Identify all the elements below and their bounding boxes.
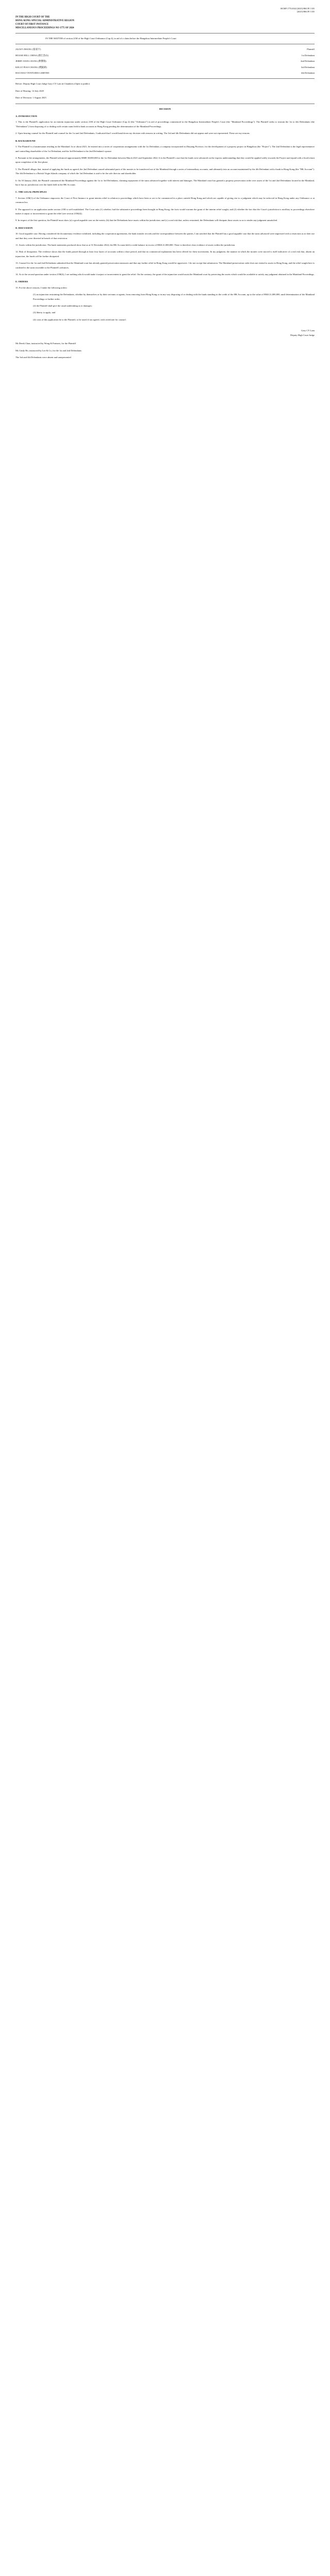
representation-line: Mr Derek Chan, instructed by Wong & Partners, for the Plaintiff	[15, 342, 76, 345]
party-name: JACKY ZHANG (張家宇)	[15, 48, 41, 51]
case-reference: HCMP 1775/2024 [2025] HKCFI 1335 [2025] HKCFI 1335	[280, 7, 315, 13]
representation-line: Ms Cindy Ho, instructed by Lee & Co, for the 1st and 2nd Defendants	[15, 349, 81, 352]
paragraph: (1) an injunction restraining the Defendants, whether by themselves or by their servants or agents, from removing from Hong Kong or in any way disposing of or dealing with the funds standing to the credit of the HK Account, up to the value of HK$ 21,000,000, until determination of the Mainland Proceedings or further order;	[33, 293, 315, 300]
party-role: Plaintiff	[307, 48, 315, 51]
paragraph: 1. This is the Plaintiff's application for an interim injunction under section 21M of the High Court Ordinance (Cap 4) (the "Ordinance") in aid of proceedings commenced in the Hangzhou Intermediate People's Court (the "Mainland Proceedings"). The Plaintiff seeks to restrain the 1st to 4th Defendants (the "Defendants") from disposing of or dealing with certain sums held in bank accounts in Hong Kong pending the determination of the Mainland Proceedings.	[15, 121, 315, 128]
paragraph: 7. Section 21M(1) of the Ordinance empowers the Court of First Instance to grant interim relief in relation to proceedings which have been or are to be commenced in a place outside Hong Kong and which are capable of giving rise to a judgment which may be enforced in Hong Kong under any Ordinance or at common law.	[15, 196, 315, 204]
party-row	[15, 47, 315, 52]
section-heading: C. THE LEGAL PRINCIPLES	[15, 191, 47, 194]
parties-list	[15, 47, 315, 75]
section-heading: E. ORDERS	[15, 280, 28, 283]
paragraph: 8. The approach to an application under section 21M is well established. The Court asks (1) whether, had the substantive proceedings been brought in Hong Kong, the facts would warrant the grant of the interim relief sought; and (2) whether the fact that the Court's jurisdiction is ancillary to proceedings elsewhere makes it unjust or inconvenient to grant the relief (see section 21M(4)).	[15, 208, 315, 215]
paragraph: (2) the Plaintiff shall give the usual undertaking as to damages;	[33, 304, 92, 308]
party-row	[15, 54, 315, 58]
paragraph: (4) costs of this application be to the Plaintiff, to be taxed if not agreed, with certificate for counsel.	[33, 318, 126, 321]
paragraph: 13. Counsel for the 1st and 2nd Defendants submitted that the Mainland court has already granted preservation measures and that any further relief in Hong Kong would be oppressive. I do not accept that submission. The Mainland preservation order does not extend to assets in Hong Kong, and the relief sought here is confined to the sums traceable to the Plaintiff's advances.	[15, 262, 315, 269]
party-name: JERRY JIANG JIANG (蔣傑瑞)	[15, 60, 46, 63]
party-role: 4th Defendant	[301, 72, 315, 75]
court-heading: IN THE HIGH COURT OF THE HONG KONG SPECIAL ADMINISTRATIVE REGION COURT OF FIRST INSTANCE MISCELLANEOUS PROCEEDINGS NO 1775 OF 2024	[15, 16, 74, 29]
paragraph: 2. Upon hearing counsel for the Plaintiff and counsel for the 1st and 2nd Defendants, I indicated that I would hand down my decision with reasons in writing. The 3rd and 4th Defendants did not appear and were not represented. These are my reasons.	[15, 132, 250, 135]
party-row	[15, 65, 315, 70]
paragraph: 14. As to the second question under section 21M(4), I see nothing which would make it unjust or inconvenient to grant the relief. On the contrary, the grant of the injunction would assist the Mainland court by preserving the assets which would be available to satisfy any judgment obtained in the Mainland Proceedings.	[15, 273, 315, 276]
party-name: HAO HAO VENTURES LIMITED	[15, 72, 50, 75]
representation	[15, 342, 315, 360]
judgment-body	[15, 114, 315, 322]
divider	[15, 78, 315, 79]
paragraph: 11. Assets within the jurisdiction. The bank statements produced show that as at 31 December 2024, the HK Account held a credit balance in excess of HK$ 21,000,000. There is therefore clear evidence of assets within the jurisdiction.	[15, 244, 236, 246]
section-heading: A. INTRODUCTION	[15, 115, 37, 118]
party-name: HOUSE HILL CHINA (浙江浩山)	[15, 54, 49, 57]
party-role: 1st Defendant	[301, 54, 315, 57]
section-heading: B. BACKGROUND	[15, 139, 36, 142]
signoff: Gary CY Lam Deputy High Court Judge	[290, 329, 315, 336]
paragraph: (3) liberty to apply; and	[33, 311, 56, 314]
section-heading: D. DISCUSSION	[15, 226, 33, 229]
paragraph: 5. The Plaintiff alleges that, instead of applying the funds as agreed, the 2nd Defendant caused substantial parts of the monies to be transferred out of the Mainland through a series of intermediary accounts, and ultimately into an account maintained by the 4th Defendant with a bank in Hong Kong (the "HK Account"). The 4th Defendant is a British Virgin Islands company of which the 3rd Defendant is said to be the sole director and shareholder.	[15, 167, 315, 175]
paragraph: 10. Good arguable case. Having considered the documentary evidence exhibited, including the cooperation agreements, the bank transfer records and the correspondence between the parties, I am satisfied that the Plaintiff has a good arguable case that the sums advanced were impressed with a restriction as to their use and that they were diverted in breach of that restriction.	[15, 232, 315, 240]
party-row	[15, 59, 315, 63]
party-role: 2nd Defendant	[301, 60, 315, 63]
matter-text: IN THE MATTER of section 21M of the High Court Ordinance (Cap 4), in aid of a claim before the Hangzhou Intermediate People's Court	[45, 37, 176, 40]
paragraph: 9. In respect of the first question, the Plaintiff must show (a) a good arguable case on the merits; (b) that the Defendants have assets within the jurisdiction; and (c) a real risk that, unless restrained, the Defendants will dissipate those assets so as to render any judgment unsatisfied.	[15, 219, 278, 222]
document-title: DECISION	[159, 107, 171, 110]
party-role: 3rd Defendant	[301, 65, 315, 69]
paragraph: 12. Risk of dissipation. The evidence shows that the funds passed through at least four layers of accounts within a short period, and that no commercial explanation has been offered for these movements. In my judgment, the manner in which the monies were moved is itself indicative of a real risk that, absent an injunction, the funds will be further dissipated.	[15, 250, 315, 258]
party-name: KELLY PIAO CHANG (樸凱莉)	[15, 65, 47, 69]
representation-line: The 3rd and 4th Defendants were absent and unrepresented	[15, 355, 71, 359]
paragraph: 6. On 18 January 2024, the Plaintiff commenced the Mainland Proceedings against the 1st to 3rd Defendants, claiming repayment of the sums advanced together with interest and damages. The Mainland court has granted a property preservation order over assets of the 1st and 2nd Defendants located in the Mainland, but it has no jurisdiction over the funds held in the HK Account.	[15, 179, 315, 186]
party-row	[15, 71, 315, 75]
coram: Before: Deputy High Court Judge Gary CY Lam in Chambers (Open to public) Date of Hearing: 14 July 2025 Date of Decision: 1 August 2025	[15, 82, 90, 99]
paragraph: 3. The Plaintiff is a businessman residing in the Mainland. In or about 2021, he entered into a series of cooperation arrangements with the 1st Defendant, a company incorporated in Zhejiang Province, for the development of a property project in Hangzhou (the "Project"). The 2nd Defendant is the legal representative and controlling shareholder of the 1st Defendant, and the 3rd Defendant is the 2nd Defendant's spouse.	[15, 145, 315, 152]
paragraph: 4. Pursuant to the arrangements, the Plaintiff advanced approximately RMB 38,000,000 to the 1st Defendant between March 2021 and September 2022. It is the Plaintiff's case that the funds were advanced on the express understanding that they would be applied solely towards the Project and repaid with a fixed return upon completion of the first phase.	[15, 156, 315, 164]
paragraph: 15. For the above reasons, I make the following orders:	[15, 286, 68, 289]
